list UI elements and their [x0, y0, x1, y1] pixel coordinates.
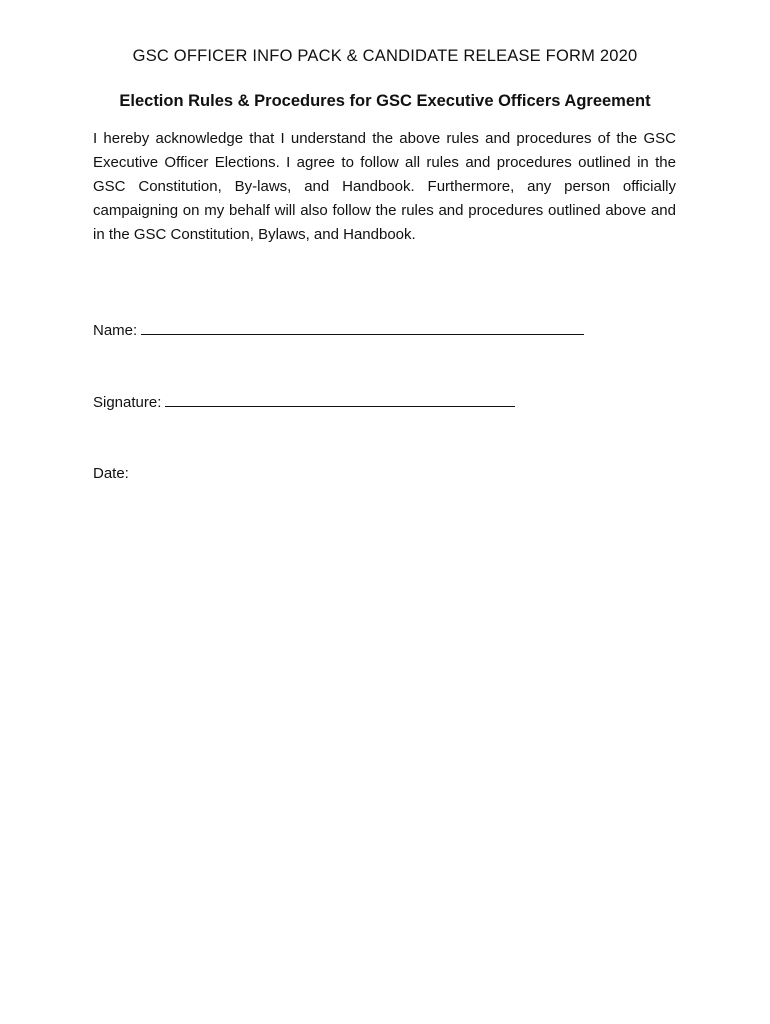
agreement-paragraph: I hereby acknowledge that I understand the above rules and procedures of the GSC Executive Officer Elections. I agree to follow all rules and procedures outlined in the GSC Constitution, By-laws, and Handbook. Furthermore, any person officially campaigning on my behalf will also follow the rules and procedures outlined above and in the GSC Constitution, Bylaws, and Handbook.	[93, 130, 676, 243]
signature-blank-line[interactable]	[165, 392, 515, 407]
document-title: GSC OFFICER INFO PACK & CANDIDATE RELEASE FORM 2020	[132, 47, 638, 65]
date-label: Date:	[93, 465, 129, 482]
name-field	[93, 320, 584, 342]
signature-label: Signature:	[93, 394, 162, 411]
signature-field	[93, 392, 515, 414]
date-field	[93, 463, 129, 485]
name-blank-line[interactable]	[141, 320, 584, 335]
name-label: Name:	[93, 322, 138, 339]
section-heading: Election Rules & Procedures for GSC Executive Officers Agreement	[119, 92, 651, 110]
